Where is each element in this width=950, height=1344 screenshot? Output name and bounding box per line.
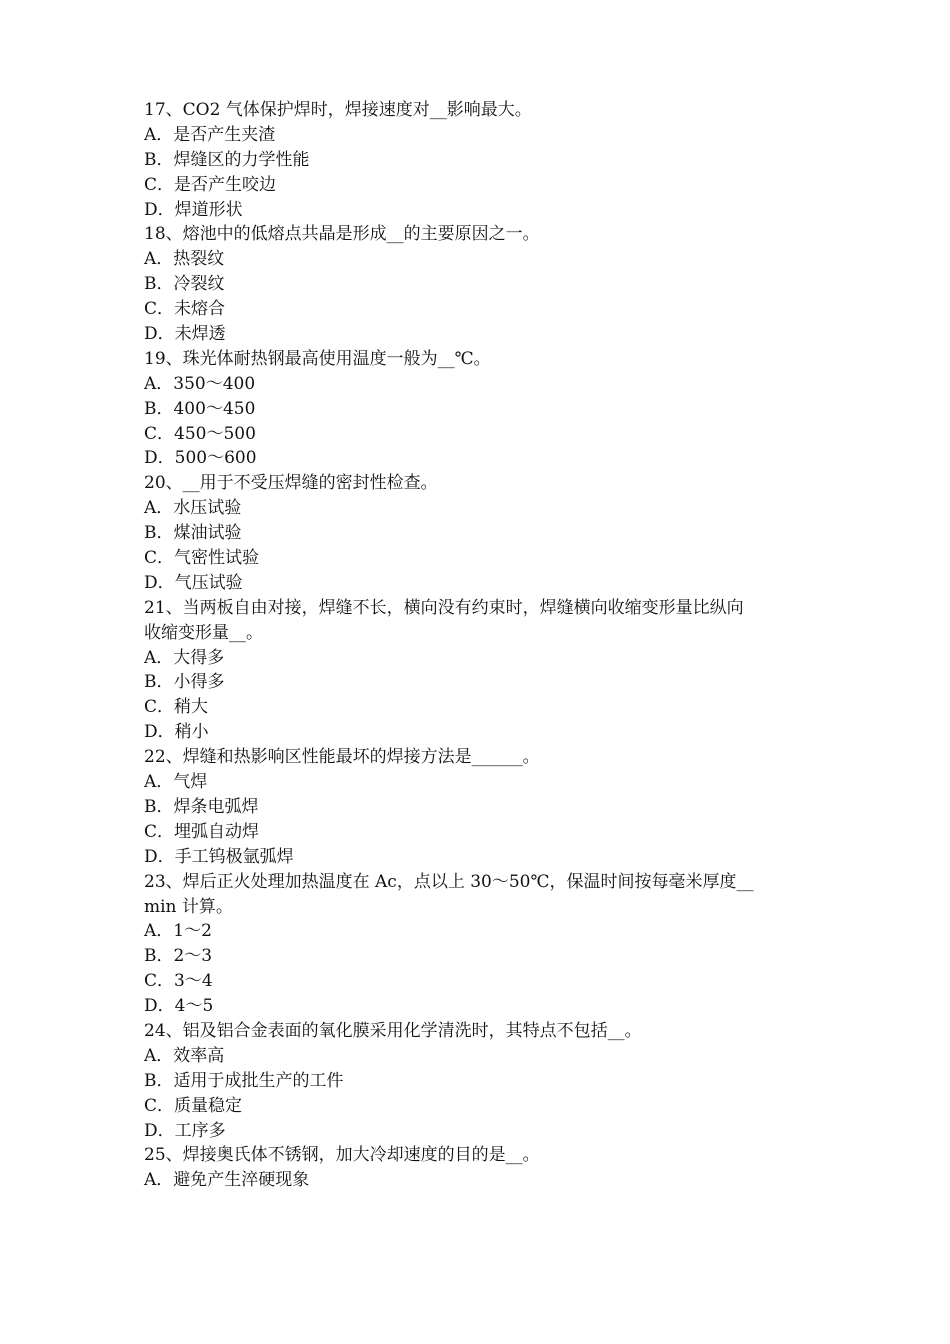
question-stem: 17、CO2 气体保护焊时，焊接速度对__影响最大。	[144, 100, 532, 120]
answer-option: B．2～3	[144, 946, 213, 967]
answer-option: A．效率高	[144, 1045, 225, 1066]
answer-option: C．是否产生咬边	[144, 174, 277, 195]
answer-option: A．气焊	[144, 772, 208, 793]
answer-option: B．焊缝区的力学性能	[144, 149, 310, 170]
answer-option: D．500～600	[144, 448, 257, 469]
answer-option: A．大得多	[144, 647, 225, 668]
answer-option: D．工序多	[144, 1120, 226, 1141]
answer-option: D．稍小	[144, 722, 209, 743]
answer-option: A．是否产生夹渣	[144, 124, 276, 145]
question-stem: 25、焊接奥氏体不锈钢，加大冷却速度的目的是__。	[144, 1145, 540, 1166]
question-list	[144, 98, 824, 1193]
answer-option: B．焊条电弧焊	[144, 796, 259, 817]
answer-option: A．350～400	[144, 373, 256, 394]
answer-option: B．小得多	[144, 672, 225, 693]
answer-option: D．气压试验	[144, 572, 243, 593]
question-stem: 22、焊缝和热影响区性能最坏的焊接方法是______。	[144, 747, 540, 768]
question-stem-continuation: min 计算。	[144, 896, 233, 917]
question-stem: 18、熔池中的低熔点共晶是形成__的主要原因之一。	[144, 224, 540, 245]
question-stem-continuation: 收缩变形量__。	[144, 622, 263, 643]
answer-option: D．焊道形状	[144, 199, 243, 220]
answer-option: A．热裂纹	[144, 249, 225, 270]
question-stem: 20、__用于不受压焊缝的密封性检查。	[144, 473, 438, 494]
answer-option: C．埋弧自动焊	[144, 821, 260, 842]
question-stem: 23、焊后正火处理加热温度在 Ac，点以上 30～50℃，保温时间按每毫米厚度__	[144, 871, 754, 892]
answer-option: C．气密性试验	[144, 548, 260, 569]
answer-option: A．避免产生淬硬现象	[144, 1170, 310, 1191]
answer-option: B．冷裂纹	[144, 274, 225, 295]
answer-option: C．质量稳定	[144, 1095, 243, 1116]
answer-option: C．稍大	[144, 697, 209, 718]
answer-option: A．水压试验	[144, 498, 242, 519]
answer-option: D．4～5	[144, 996, 214, 1017]
answer-option: C．未熔合	[144, 299, 226, 320]
answer-option: B．煤油试验	[144, 523, 242, 544]
answer-option: B．400～450	[144, 398, 256, 419]
question-stem: 21、当两板自由对接，焊缝不长，横向没有约束时，焊缝横向收缩变形量比纵向	[144, 597, 744, 618]
answer-option: D．手工钨极氩弧焊	[144, 846, 294, 867]
question-stem: 19、珠光体耐热钢最高使用温度一般为__℃。	[144, 348, 491, 369]
answer-option: B．适用于成批生产的工件	[144, 1070, 344, 1091]
answer-option: A．1～2	[144, 921, 212, 942]
answer-option: D．未焊透	[144, 324, 226, 345]
answer-option: C．3～4	[144, 971, 213, 992]
answer-option: C．450～500	[144, 423, 256, 444]
question-stem: 24、铝及铝合金表面的氧化膜采用化学清洗时，其特点不包括__。	[144, 1020, 642, 1041]
